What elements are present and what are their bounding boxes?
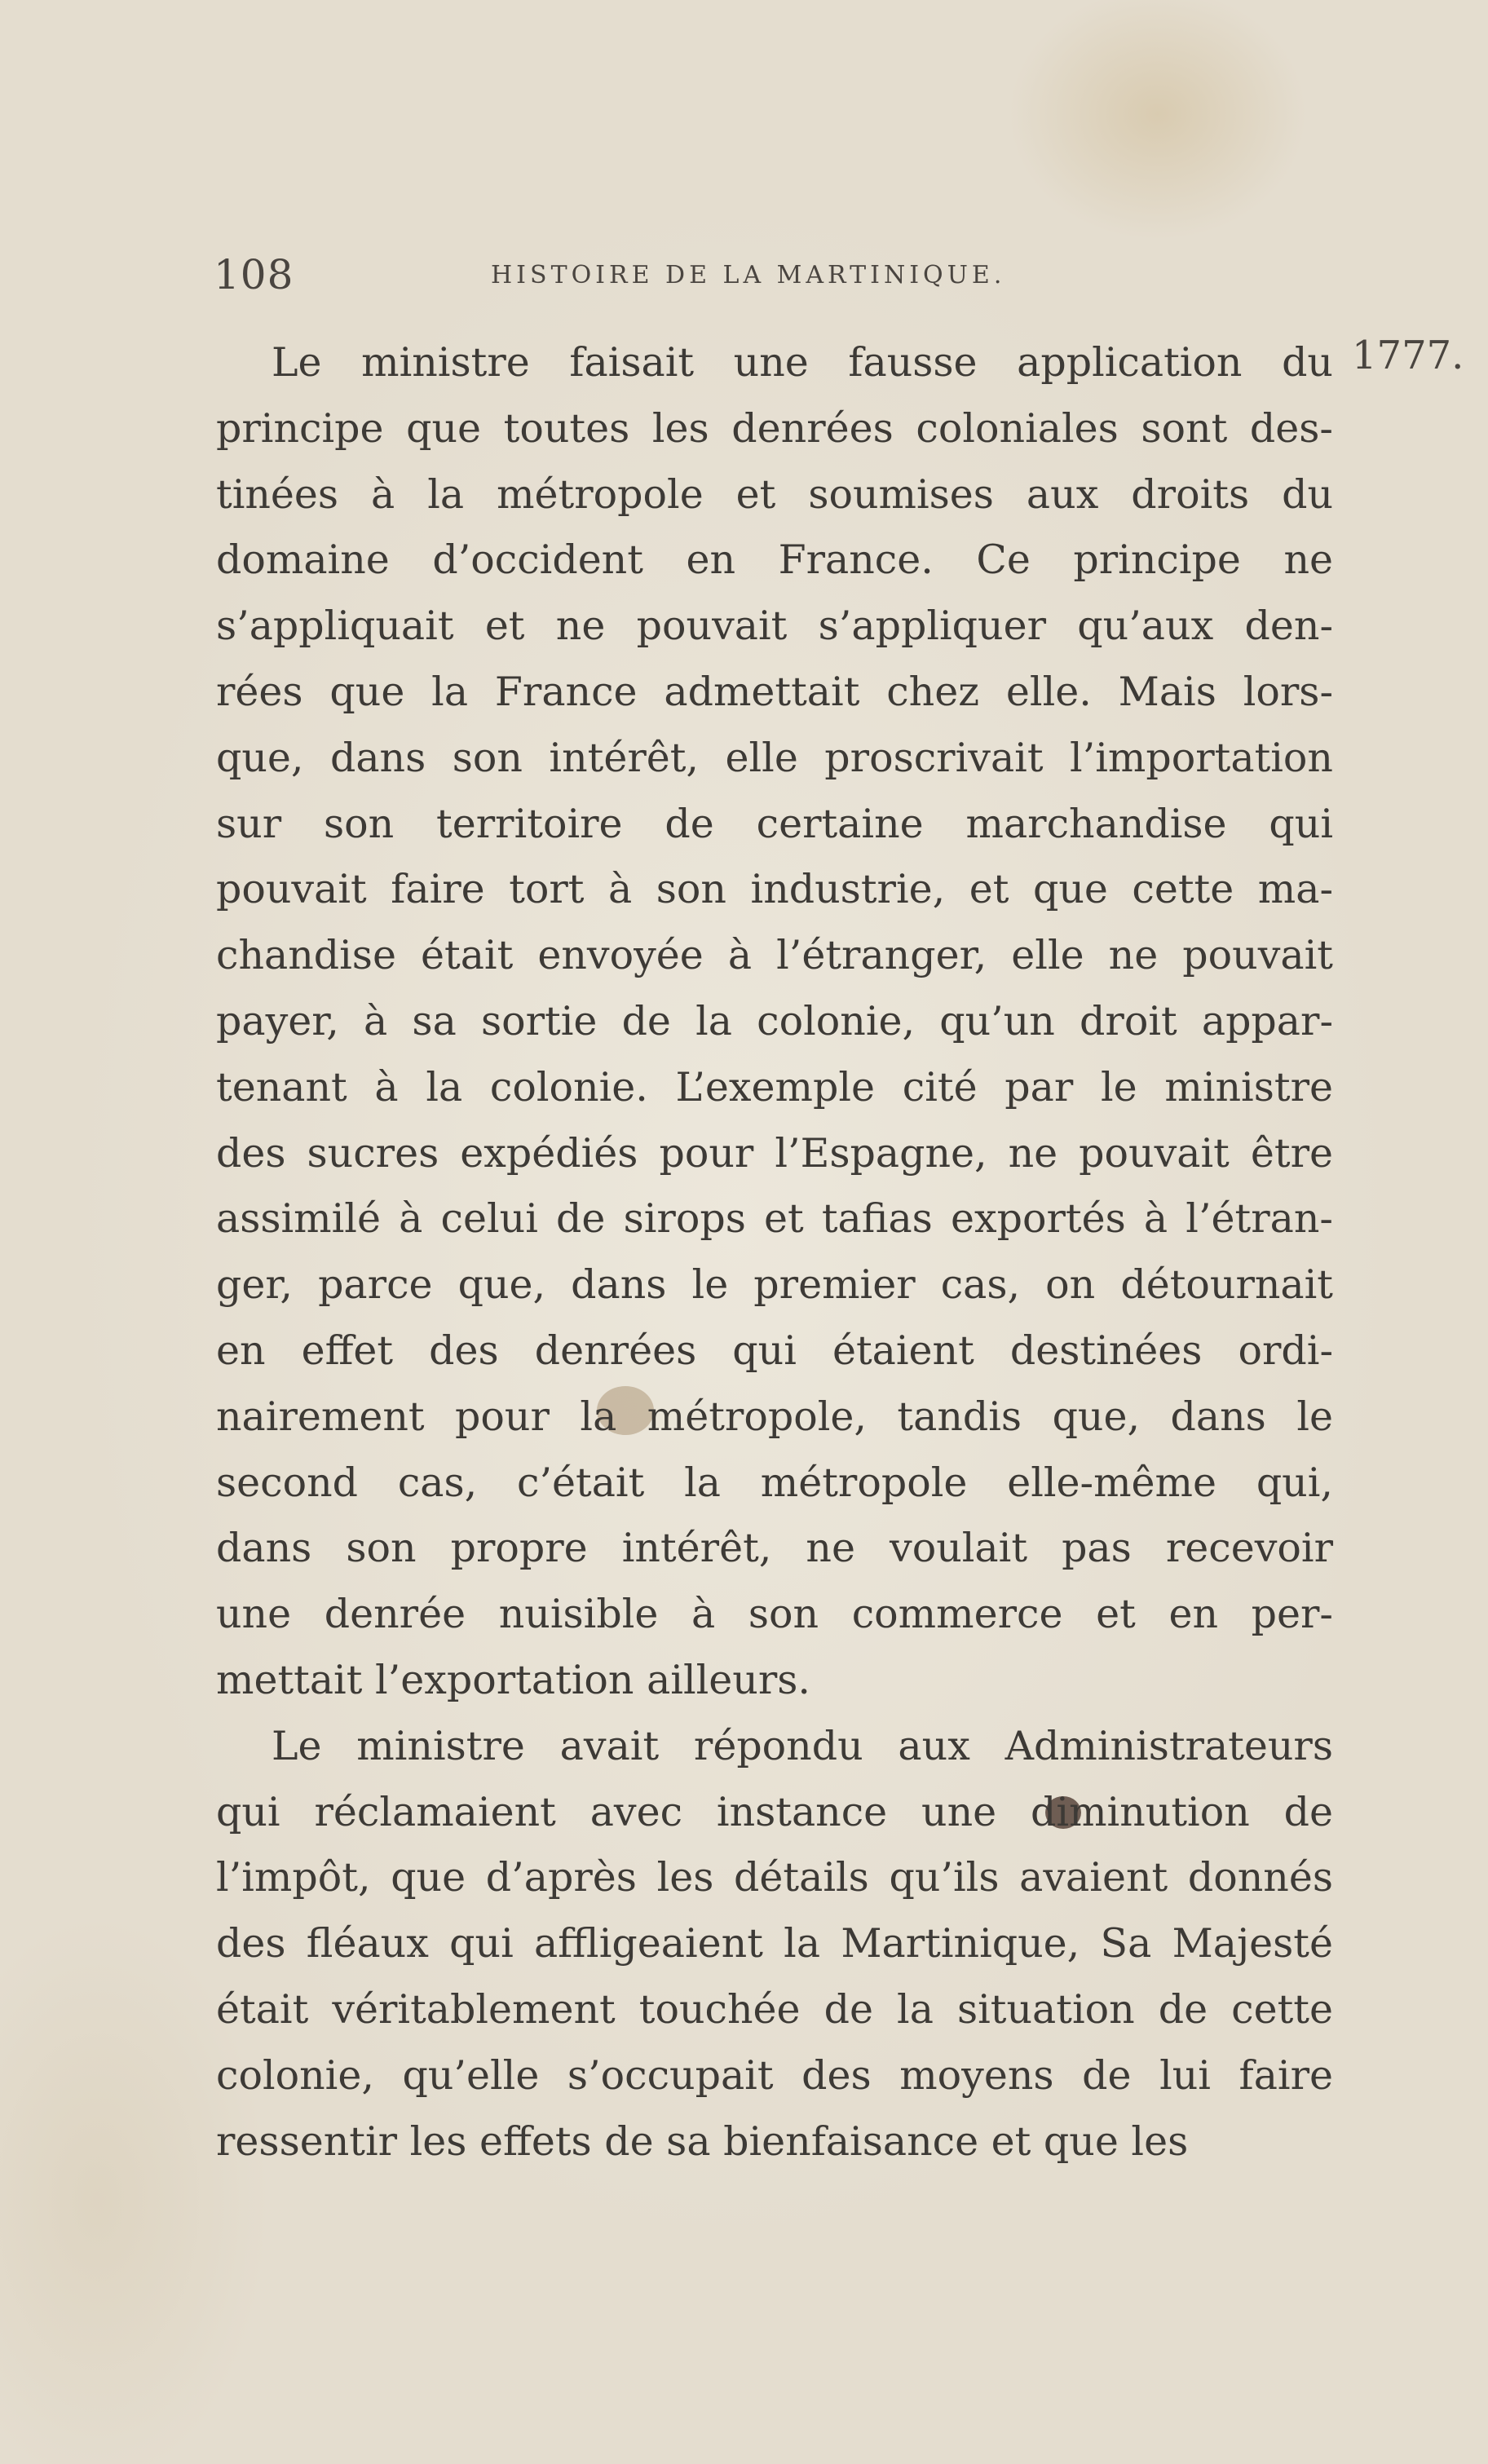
body-text	[216, 330, 1333, 2175]
text-line: qui réclamaient avec instance une diminution de	[216, 1788, 1333, 1835]
text-line: que, dans son intérêt, elle proscrivait l’importation	[216, 734, 1333, 781]
text-line: principe que toutes les denrées coloniales sont des-	[216, 404, 1333, 452]
text-line: sur son territoire de certaine marchandise qui	[216, 800, 1333, 847]
text-line: mettait l’exportation ailleurs.	[216, 1656, 810, 1703]
text-line: des fléaux qui affligeaient la Martinique, Sa Majesté	[216, 1920, 1333, 1967]
text-line: pouvait faire tort à son industrie, et que cette ma-	[216, 866, 1333, 913]
running-head	[214, 251, 1274, 300]
text-line: l’impôt, que d’après les détails qu’ils avaient donnés	[216, 1854, 1333, 1901]
text-line: ressentir les effets de sa bienfaisance et que les	[216, 2117, 1189, 2165]
text-line: Le ministre avait répondu aux Administrateurs	[272, 1722, 1333, 1769]
text-line: colonie, qu’elle s’occupait des moyens de lui faire	[216, 2051, 1333, 2099]
text-line: chandise était envoyée à l’étranger, elle ne pouvait	[216, 932, 1333, 979]
paragraph	[216, 330, 1333, 1714]
text-line: nairement pour la métropole, tandis que, dans le	[216, 1393, 1333, 1440]
text-line: rées que la France admettait chez elle. Mais lors-	[216, 668, 1333, 715]
text-line: tinées à la métropole et soumises aux droits du	[216, 470, 1333, 518]
text-line: tenant à la colonie. L’exemple cité par le ministre	[216, 1063, 1333, 1111]
paragraph	[216, 1714, 1333, 2175]
text-line: était véritablement touchée de la situation de cette	[216, 1985, 1333, 2033]
text-line: s’appliquait et ne pouvait s’appliquer qu’aux den-	[216, 603, 1333, 650]
margin-year: 1777.	[1352, 333, 1464, 378]
text-line: dans son propre intérêt, ne voulait pas recevoir	[216, 1525, 1333, 1572]
text-line: assimilé à celui de sirops et tafias exportés à l’étran-	[216, 1195, 1333, 1243]
page-number: 108	[214, 251, 294, 298]
text-line: second cas, c’était la métropole elle-même qui,	[216, 1459, 1333, 1506]
text-line: en effet des denrées qui étaient destinées ordi-	[216, 1327, 1333, 1374]
text-line: payer, à sa sortie de la colonie, qu’un droit appar-	[216, 997, 1333, 1044]
text-line: des sucres expédiés pour l’Espagne, ne pouvait être	[216, 1129, 1333, 1177]
text-line: ger, parce que, dans le premier cas, on détournait	[216, 1261, 1333, 1309]
text-line: Le ministre faisait une fausse application du	[272, 339, 1333, 386]
text-line: domaine d’occident en France. Ce principe ne	[216, 537, 1333, 584]
text-line: une denrée nuisible à son commerce et en per-	[216, 1591, 1333, 1638]
running-title: HISTOIRE DE LA MARTINIQUE.	[491, 261, 1006, 289]
